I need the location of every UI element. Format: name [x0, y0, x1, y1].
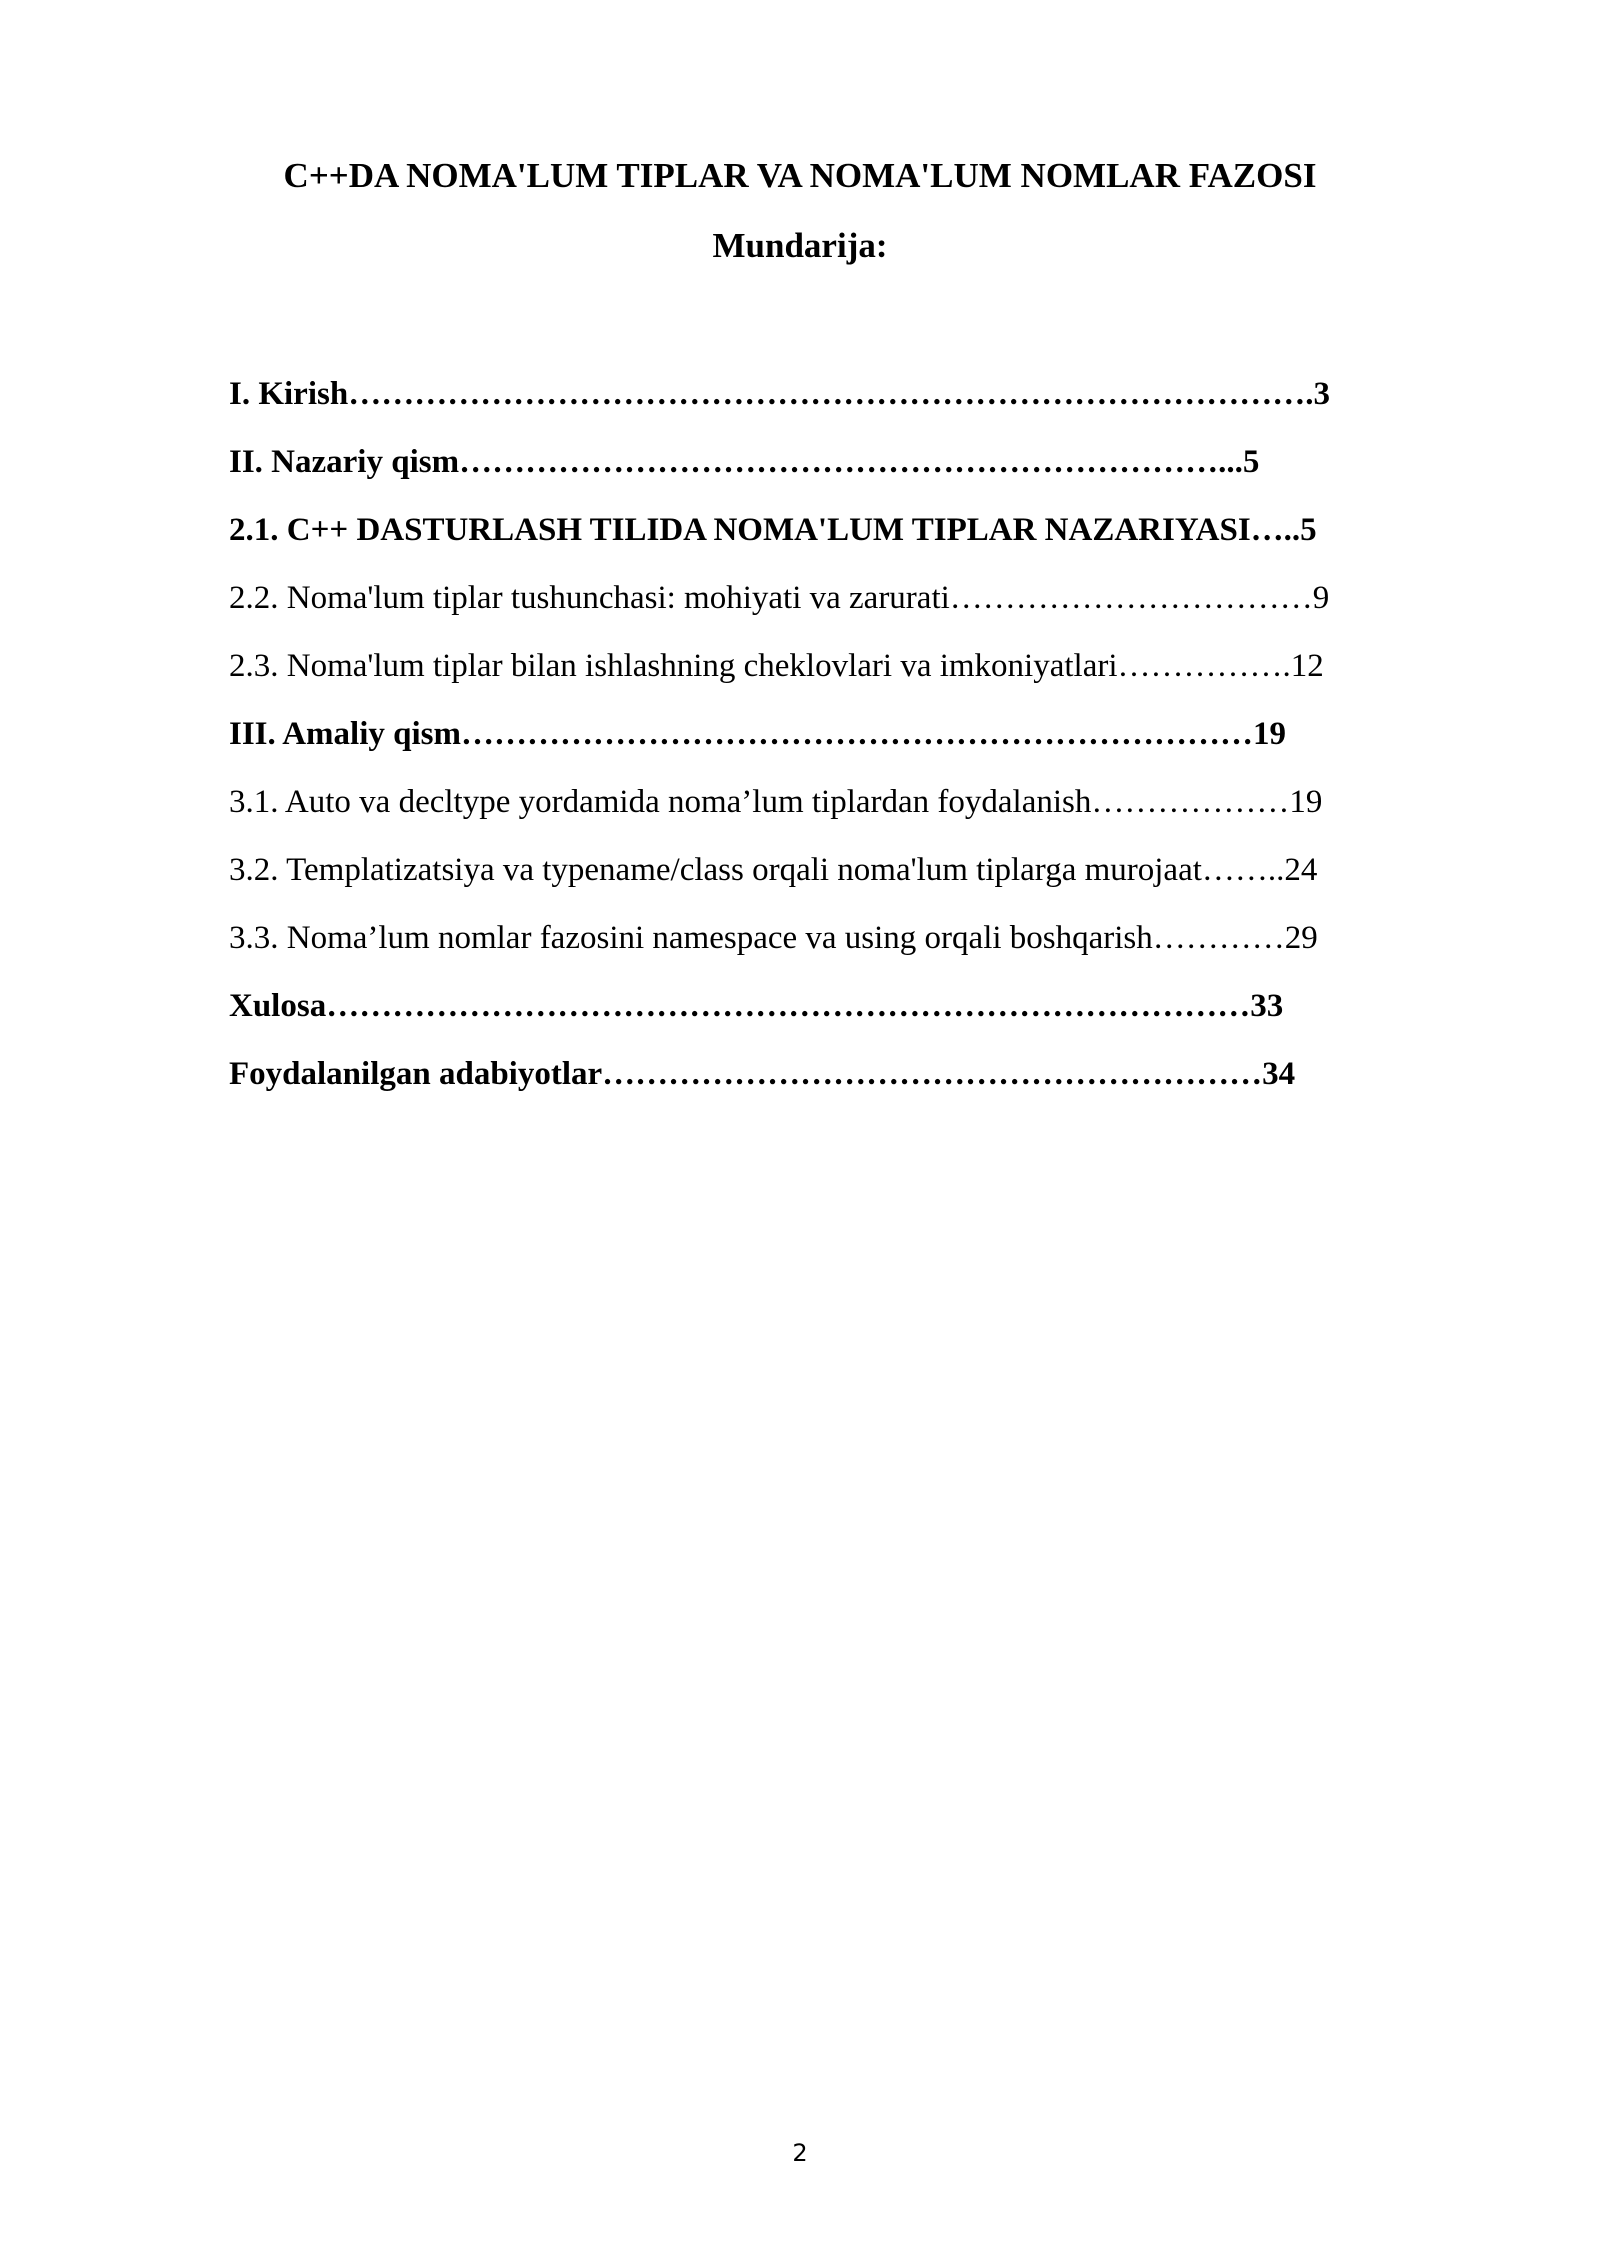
- toc-entry-3-3: 3.3. Noma’lum nomlar fazosini namespace va using orqali boshqarish…………29: [229, 920, 1318, 956]
- page-number: 2: [792, 2139, 808, 2167]
- toc-entry-nazariy-qism: II. Nazariy qism……………………………………………………………...5: [229, 444, 1260, 480]
- document-title: C++DA NOMA'LUM TIPLAR VA NOMA'LUM NOMLAR FAZOSI: [283, 156, 1317, 195]
- toc-entry-2-3: 2.3. Noma'lum tiplar bilan ishlashning cheklovlari va imkoniyatlari…………….12: [229, 648, 1324, 684]
- table-of-contents: [229, 360, 1529, 1108]
- toc-entry-adabiyotlar: Foydalanilgan adabiyotlar……………………………………………………34: [229, 1056, 1296, 1092]
- toc-entry-2-2: 2.2. Noma'lum tiplar tushunchasi: mohiyati va zarurati……………………………9: [229, 580, 1330, 616]
- toc-entry-kirish: I. Kirish…………………………………………………………………………….3: [229, 376, 1330, 412]
- toc-entry-2-1: 2.1. C++ DASTURLASH TILIDA NOMA'LUM TIPLAR NAZARIYASI…..5: [229, 512, 1317, 548]
- toc-entry-amaliy-qism: III. Amaliy qism………………………………………………………………19: [229, 716, 1286, 752]
- toc-entry-xulosa: Xulosa…………………………………………………………………………33: [229, 988, 1284, 1024]
- toc-heading: Mundarija:: [712, 226, 888, 265]
- toc-entry-3-1: 3.1. Auto va decltype yordamida noma’lum tiplardan foydalanish………………19: [229, 784, 1323, 820]
- toc-entry-3-2: 3.2. Templatizatsiya va typename/class orqali noma'lum tiplarga murojaat……..24: [229, 852, 1318, 888]
